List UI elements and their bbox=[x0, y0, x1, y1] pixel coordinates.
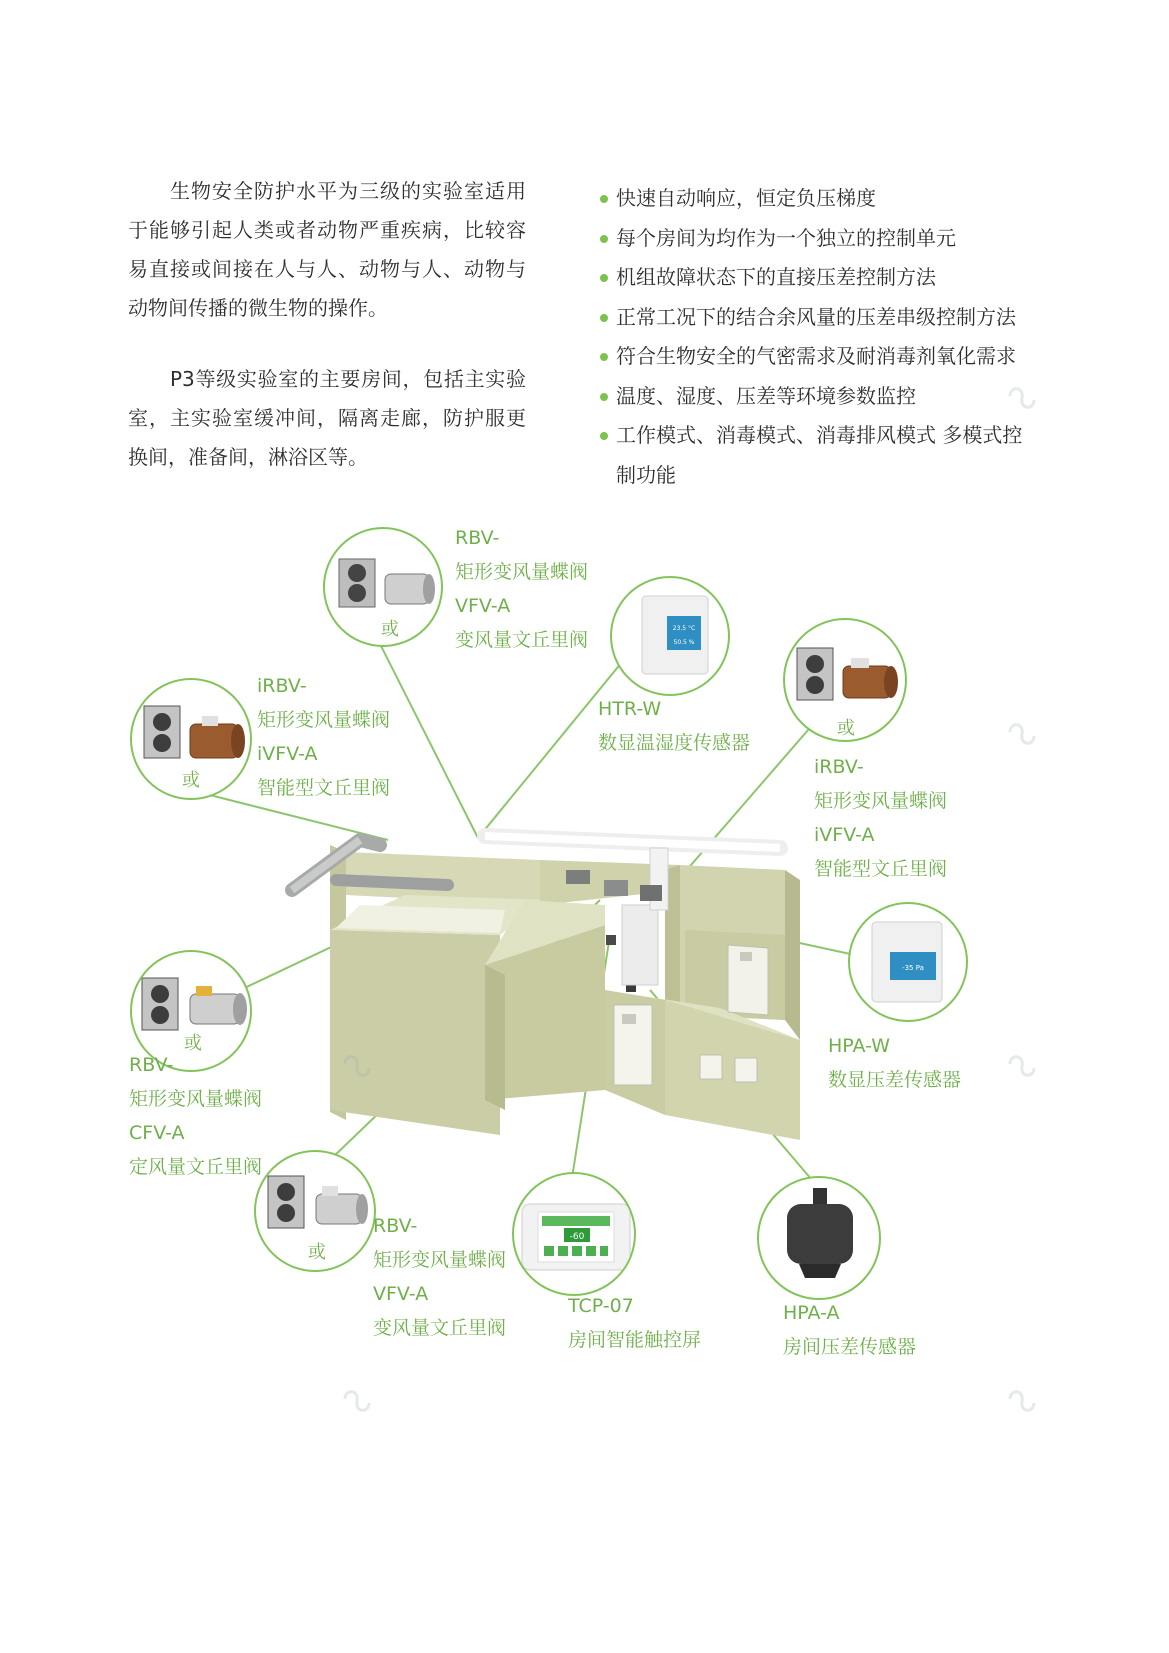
top-valve-label: RBV- 矩形变风量蝶阀 VFV-A 变风量文丘里阀 bbox=[455, 527, 589, 651]
feature-item: 每个房间为均作为一个独立的控制单元 bbox=[598, 219, 1038, 259]
feature-item: 符合生物安全的气密需求及耐消毒剂氧化需求 bbox=[598, 337, 1038, 377]
tcp-name: 房间智能触控屏 bbox=[568, 1329, 702, 1351]
or-label: 或 bbox=[308, 1242, 326, 1263]
bottom-valve-label: RBV- 矩形变风量蝶阀 VFV-A 变风量文丘里阀 bbox=[373, 1215, 507, 1339]
svg-text:50.5 %: 50.5 % bbox=[673, 639, 695, 646]
ydlab-watermark bbox=[335, 1050, 379, 1096]
htr-label bbox=[598, 692, 750, 760]
lab-building bbox=[330, 845, 800, 1140]
top-valve-circle bbox=[323, 527, 443, 647]
hpa-a-sensor-circle bbox=[757, 1176, 881, 1300]
hpa-w-sensor-circle bbox=[848, 902, 968, 1022]
left-valve-circle bbox=[130, 678, 252, 800]
tcp-panel-circle bbox=[512, 1172, 636, 1296]
feature-item: 快速自动响应，恒定负压梯度 bbox=[598, 179, 1038, 219]
hpa-a-model: HPA-A bbox=[783, 1302, 840, 1324]
feature-item: 温度、湿度、压差等环境参数监控 bbox=[598, 377, 1038, 417]
htr-model: HTR-W bbox=[598, 698, 662, 720]
touch-panel-icon bbox=[514, 1174, 636, 1296]
ydlab-watermark bbox=[1000, 1050, 1044, 1096]
left-valve-label: iRBV- 矩形变风量蝶阀 iVFV-A 智能型文丘里阀 bbox=[257, 675, 391, 799]
hpa-w-label bbox=[828, 1029, 961, 1097]
feature-item: 工作模式、消毒模式、消毒排风模式 多模式控制功能 bbox=[598, 416, 1038, 495]
svg-text:-35 Pa: -35 Pa bbox=[902, 964, 924, 972]
tcp-label bbox=[568, 1289, 701, 1357]
temperature-humidity-sensor-icon bbox=[612, 578, 730, 696]
hpa-a-label bbox=[783, 1296, 916, 1364]
htr-sensor-circle bbox=[610, 576, 730, 696]
feature-item: 机组故障状态下的直接压差控制方法 bbox=[598, 258, 1038, 298]
hpa-w-model: HPA-W bbox=[828, 1035, 890, 1057]
hpa-a-name: 房间压差传感器 bbox=[783, 1336, 917, 1358]
right-valve-circle bbox=[783, 618, 907, 742]
cfv-label: RBV- 矩形变风量蝶阀 CFV-A 定风量文丘里阀 bbox=[129, 1054, 263, 1178]
pressure-sensor-icon bbox=[759, 1178, 881, 1300]
intro-paragraph-1: 生物安全防护水平为三级的实验室适用于能够引起人类或者动物严重疾病，比较容易直接或间接在人与人、动物与人、动物与动物间传播的微生物的操作。 bbox=[128, 179, 526, 320]
hpa-w-name: 数显压差传感器 bbox=[828, 1069, 962, 1091]
or-label: 或 bbox=[837, 718, 855, 739]
ydlab-watermark bbox=[1000, 718, 1044, 764]
pressure-sensor-icon bbox=[850, 904, 968, 1022]
svg-text:-60: -60 bbox=[569, 1232, 585, 1242]
or-label: 或 bbox=[184, 1033, 202, 1054]
ydlab-watermark bbox=[1000, 1385, 1044, 1431]
ydlab-watermark bbox=[1000, 382, 1044, 428]
bottom-valve-circle bbox=[254, 1150, 376, 1272]
svg-text:23.5 °C: 23.5 °C bbox=[672, 625, 696, 632]
or-label: 或 bbox=[381, 619, 399, 640]
ydlab-watermark bbox=[335, 1385, 379, 1431]
or-label: 或 bbox=[182, 770, 200, 791]
feature-item: 正常工况下的结合余风量的压差串级控制方法 bbox=[598, 298, 1038, 338]
tcp-model: TCP-07 bbox=[568, 1295, 634, 1317]
intro-paragraph-2: P3等级实验室的主要房间，包括主实验室，主实验室缓冲间，隔离走廊，防护服更换间，准备间，淋浴区等。 bbox=[128, 367, 526, 469]
htr-name: 数显温湿度传感器 bbox=[598, 732, 751, 754]
right-valve-label: iRBV- 矩形变风量蝶阀 iVFV-A 智能型文丘里阀 bbox=[814, 756, 948, 880]
